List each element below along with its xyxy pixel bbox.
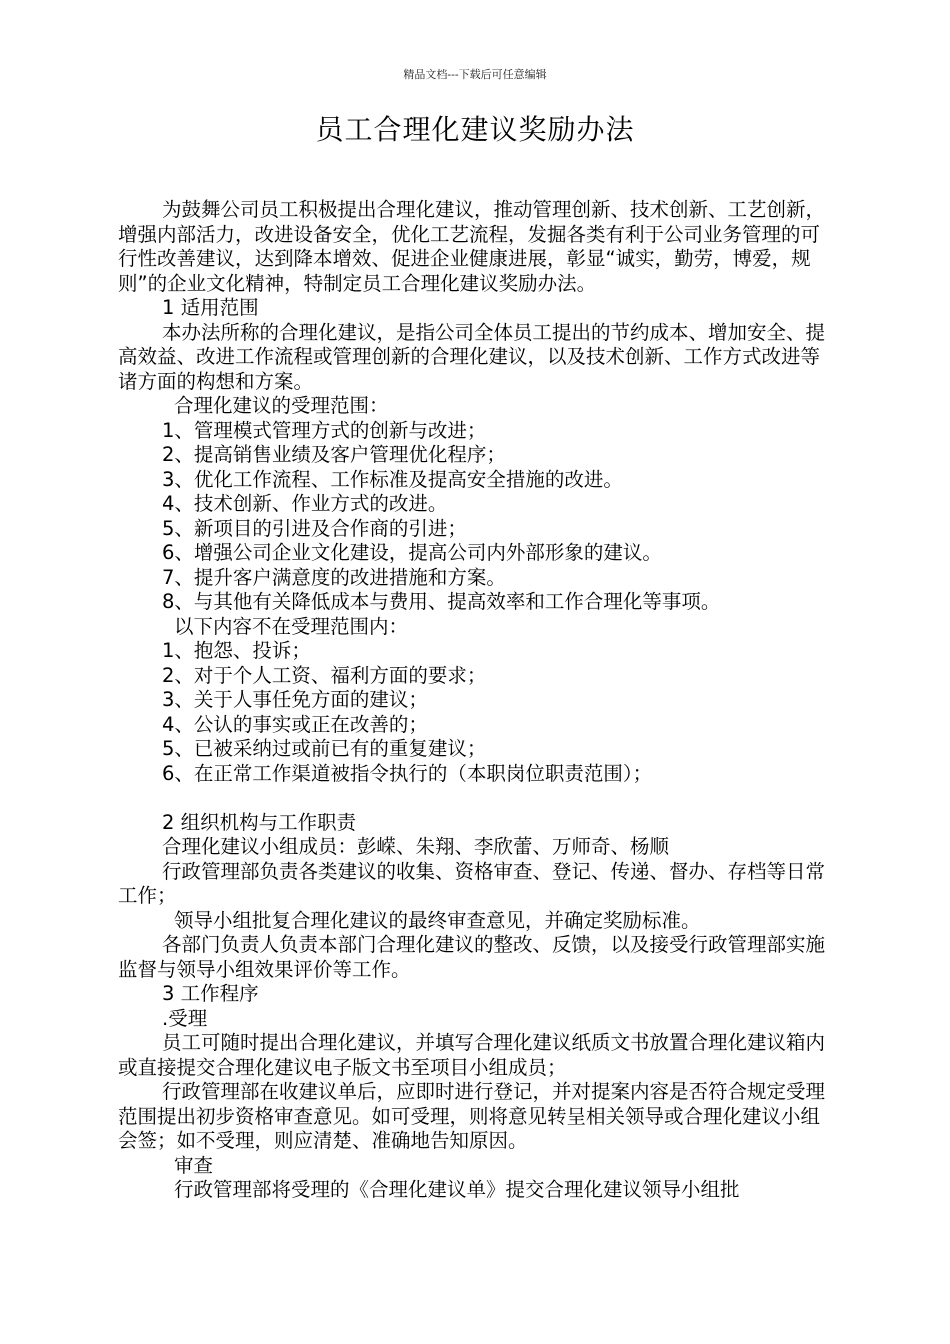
scope-list <box>118 419 838 615</box>
scope-item: 6、增强公司企业文化建设，提高公司内外部形象的建议。 <box>162 541 662 564</box>
section-3-review-heading: 审查 <box>174 1153 214 1177</box>
blank-line <box>118 786 838 811</box>
scope-item: 4、技术创新、作业方式的改进。 <box>162 492 448 515</box>
section-2-admin: 行政管理部负责各类建议的收集、资格审查、登记、传递、督办、存档等日常工作； <box>118 859 826 907</box>
section-3-accept-heading: .受理 <box>162 1006 208 1030</box>
page-header: 精品文档---下载后可任意编辑 <box>403 68 547 81</box>
section-3-accept-p2: 行政管理部在收建议单后，应即时进行登记，并对提案内容是否符合规定受理范围提出初步资格审查意见。如可受理，则将意见转呈相关领导或合理化建议小组会签；如不受理，则应清楚、准确地告知原因。 <box>118 1080 826 1152</box>
exclude-item: 6、在正常工作渠道被指令执行的（本职岗位职责范围）； <box>162 761 653 785</box>
scope-item: 8、与其他有关降低成本与费用、提高效率和工作合理化等事项。 <box>162 590 721 613</box>
section-3-accept-p1: 员工可随时提出合理化建议，并填写合理化建议纸质文书放置合理化建议箱内或直接提交合理化建议电子版文书至项目小组成员； <box>118 1031 826 1079</box>
scope-item: 3、优化工作流程、工作标准及提高安全措施的改进。 <box>162 467 623 491</box>
section-1-heading: 1 适用范围 <box>162 296 259 319</box>
exclude-item: 4、公认的事实或正在改善的； <box>162 712 428 736</box>
scope-item: 5、新项目的引进及合作商的引进； <box>162 516 467 540</box>
section-2-dept: 各部门负责人负责本部门合理化建议的整改、反馈，以及接受行政管理部实施监督与领导小组效果评价等工作。 <box>118 933 826 981</box>
document-title: 员工合理化建议奖励办法 <box>315 113 635 146</box>
exclude-list <box>118 639 838 786</box>
section-2-members: 合理化建议小组成员：彭嵘、朱翔、李欣蕾、万师奇、杨顺 <box>162 835 670 858</box>
scope-item: 1、管理模式管理方式的创新与改进； <box>162 418 487 442</box>
section-2-leader: 领导小组批复合理化建议的最终审查意见，并确定奖励标准。 <box>174 908 701 932</box>
document-body <box>118 198 838 1203</box>
section-2-heading: 2 组织机构与工作职责 <box>162 810 357 834</box>
exclude-item: 5、已被采纳过或前已有的重复建议； <box>162 737 487 760</box>
section-3-review-p1: 行政管理部将受理的《合理化建议单》提交合理化建议领导小组批 <box>174 1178 740 1201</box>
section-1-paragraph: 本办法所称的合理化建议，是指公司全体员工提出的节约成本、增加安全、提高效益、改进工作流程或管理创新的合理化建议，以及技术创新、工作方式改进等诸方面的构想和方案。 <box>118 320 826 393</box>
scope-intro: 合理化建议的受理范围： <box>174 394 389 417</box>
scope-item: 2、提高销售业绩及客户管理优化程序； <box>162 443 506 466</box>
exclude-item: 2、对于个人工资、福利方面的要求； <box>162 663 487 687</box>
exclude-intro: 以下内容不在受理范围内： <box>174 614 409 638</box>
scope-item: 7、提升客户满意度的改进措施和方案。 <box>162 565 506 589</box>
intro-paragraph: 为鼓舞公司员工积极提出合理化建议，推动管理创新、技术创新、工艺创新，增强内部活力，改进设备安全，优化工艺流程，发掘各类有利于公司业务管理的可行性改善建议，达到降本增效、促进企业健康进展，彰显“诚实，勤劳，博爱，规则”的企业文化精神，特制定员工合理化建议奖励办法。 <box>118 198 826 295</box>
exclude-item: 3、关于人事任免方面的建议； <box>162 688 428 711</box>
section-3-heading: 3 工作程序 <box>162 982 259 1005</box>
exclude-item: 1、抱怨、投诉； <box>162 639 311 662</box>
